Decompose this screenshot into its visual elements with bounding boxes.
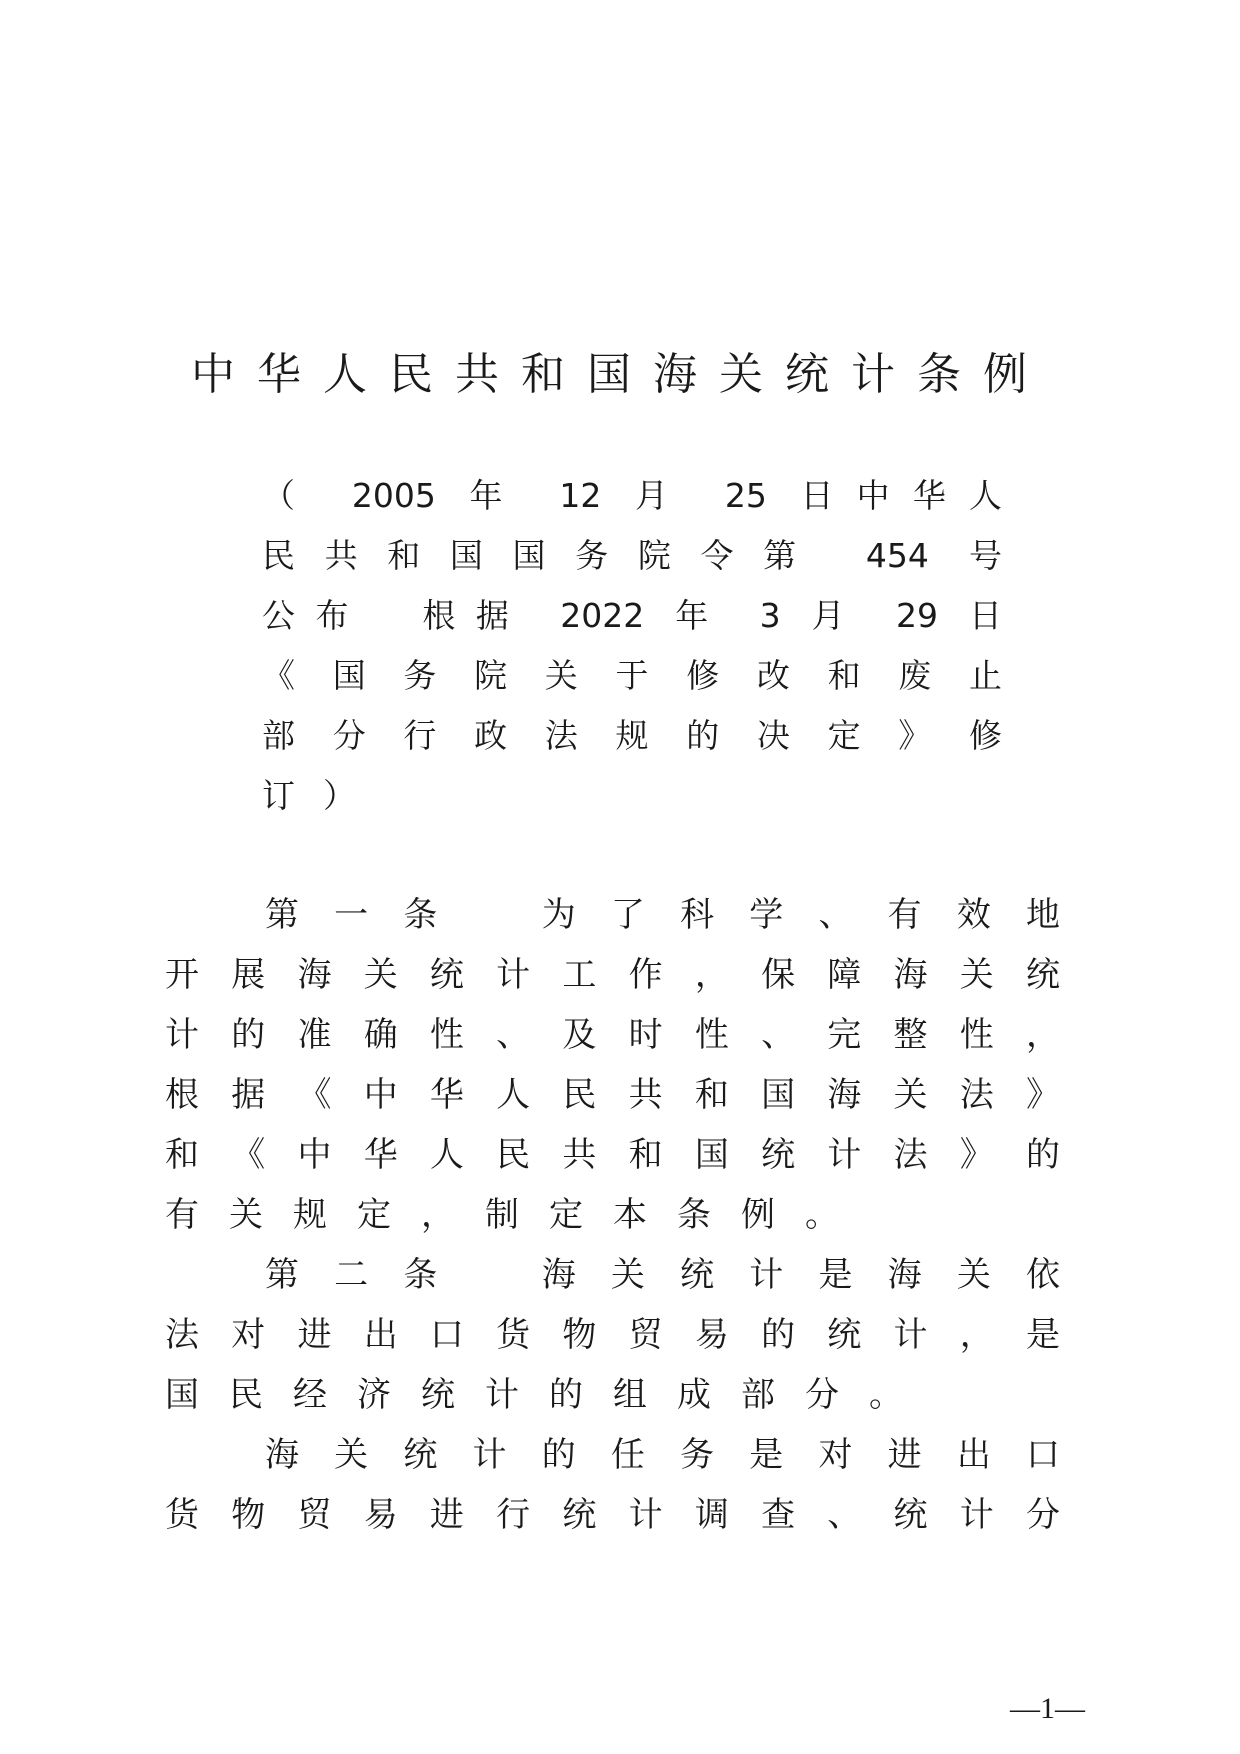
document-title: 中华人民共和国海关统计条例 <box>191 349 1049 400</box>
article-2-paragraph-line: 海关统计的任务是对进出口 <box>265 1435 1060 1475</box>
promulgation-line: 公布 根据 2022 年 3 月 29 日 <box>262 596 1002 635</box>
article-1-line: 第一条 为了科学、有效地 <box>265 895 1060 935</box>
article-2-line: 国民经济统计的组成部分。 <box>165 1375 933 1415</box>
page-number: —1— <box>1010 1692 1085 1725</box>
article-1-line: 和《中华人民共和国统计法》的 <box>165 1135 1060 1175</box>
article-2-line: 第二条 海关统计是海关依 <box>265 1255 1060 1295</box>
promulgation-line: 订） <box>262 776 384 815</box>
regulation-body <box>165 885 1060 1545</box>
article-1-line: 计的准确性、及时性、完整性， <box>165 1015 1060 1055</box>
article-1-line: 开展海关统计工作，保障海关统 <box>165 955 1060 995</box>
article-2-line: 法对进出口货物贸易的统计，是 <box>165 1315 1060 1355</box>
promulgation-line: 部分行政法规的决定》修 <box>262 716 1002 755</box>
article-1-line: 根据《中华人民共和国海关法》 <box>165 1075 1060 1115</box>
promulgation-line: （ 2005 年 12 月 25 日中华人 <box>262 476 1002 515</box>
article-1-line: 有关规定，制定本条例。 <box>165 1195 869 1235</box>
promulgation-line: 《国务院关于修改和废止 <box>262 656 1002 695</box>
promulgation-note <box>262 466 1002 826</box>
article-2-paragraph-line: 货物贸易进行统计调查、统计分 <box>165 1495 1060 1535</box>
promulgation-line: 民共和国国务院令第 454 号 <box>262 536 1002 575</box>
